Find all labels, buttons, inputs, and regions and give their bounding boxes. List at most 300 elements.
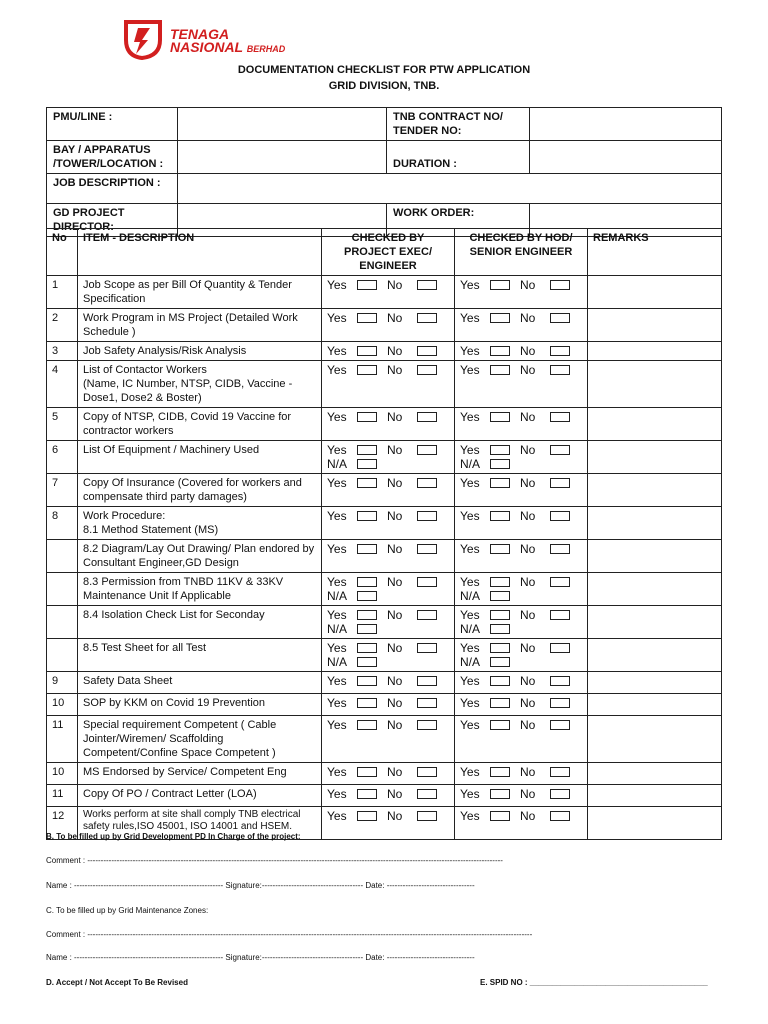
- exec-yes-checkbox[interactable]: [357, 412, 377, 422]
- item-number: 11: [47, 785, 78, 807]
- exec-no-checkbox[interactable]: [417, 643, 437, 653]
- exec-na-label: N/A: [327, 589, 348, 603]
- exec-yes-checkbox[interactable]: [357, 676, 377, 686]
- exec-no-checkbox[interactable]: [417, 698, 437, 708]
- exec-no-label: No: [387, 674, 403, 688]
- exec-no-checkbox[interactable]: [417, 478, 437, 488]
- hod-no-label: No: [520, 344, 536, 358]
- exec-no-checkbox[interactable]: [417, 676, 437, 686]
- exec-yes-label: Yes: [327, 476, 347, 490]
- remarks-field[interactable]: [588, 408, 722, 441]
- logo-line1: TENAGA: [170, 26, 230, 42]
- hod-no-checkbox[interactable]: [550, 720, 570, 730]
- exec-yes-label: Yes: [327, 410, 347, 424]
- table-row: [47, 474, 722, 507]
- logo-line2: NASIONAL: [170, 39, 243, 55]
- table-row: [47, 672, 722, 694]
- hod-yes-checkbox[interactable]: [490, 412, 510, 422]
- hod-cell: [455, 716, 588, 763]
- exec-no-label: No: [387, 311, 403, 325]
- item-number: [47, 639, 78, 672]
- table-row: [47, 408, 722, 441]
- item-description: Copy of NTSP, CIDB, Covid 19 Vaccine for contractor workers: [78, 408, 322, 441]
- checklist-body: [47, 276, 722, 840]
- remarks-field[interactable]: [588, 606, 722, 639]
- hod-no-checkbox[interactable]: [550, 610, 570, 620]
- exec-no-checkbox[interactable]: [417, 445, 437, 455]
- item-number: 7: [47, 474, 78, 507]
- exec-yes-checkbox[interactable]: [357, 767, 377, 777]
- item-description: Work Procedure: 8.1 Method Statement (MS): [78, 507, 322, 540]
- hod-no-checkbox[interactable]: [550, 412, 570, 422]
- remarks-field[interactable]: [588, 507, 722, 540]
- exec-cell: [322, 807, 455, 840]
- hod-yes-label: Yes: [460, 542, 480, 556]
- hod-na-label: N/A: [460, 457, 481, 471]
- hod-yes-checkbox[interactable]: [490, 767, 510, 777]
- exec-no-checkbox[interactable]: [417, 346, 437, 356]
- table-row: [47, 716, 722, 763]
- remarks-field[interactable]: [588, 342, 722, 361]
- exec-yes-label: Yes: [327, 443, 347, 457]
- hod-na-label: N/A: [460, 589, 481, 603]
- col-no: No: [47, 229, 78, 276]
- hod-cell: [455, 573, 588, 606]
- col-checked-hod: CHECKED BY HOD/ SENIOR ENGINEER: [455, 229, 588, 276]
- col-remarks: REMARKS: [588, 229, 722, 276]
- remarks-field[interactable]: [588, 540, 722, 573]
- exec-yes-checkbox[interactable]: [357, 698, 377, 708]
- item-number: 4: [47, 361, 78, 408]
- exec-yes-label: Yes: [327, 608, 347, 622]
- hod-yes-label: Yes: [460, 641, 480, 655]
- remarks-field[interactable]: [588, 573, 722, 606]
- remarks-field[interactable]: [588, 441, 722, 474]
- hod-cell: [455, 507, 588, 540]
- remarks-field[interactable]: [588, 639, 722, 672]
- exec-no-label: No: [387, 344, 403, 358]
- hod-yes-label: Yes: [460, 363, 480, 377]
- hod-na-checkbox[interactable]: [490, 657, 510, 667]
- table-row: [47, 361, 722, 408]
- exec-no-label: No: [387, 410, 403, 424]
- item-number: 8: [47, 507, 78, 540]
- hod-yes-label: Yes: [460, 509, 480, 523]
- item-description: 8.4 Isolation Check List for Seconday: [78, 606, 322, 639]
- hod-na-label: N/A: [460, 655, 481, 669]
- remarks-field[interactable]: [588, 361, 722, 408]
- hod-yes-label: Yes: [460, 718, 480, 732]
- exec-yes-checkbox[interactable]: [357, 720, 377, 730]
- hod-no-checkbox[interactable]: [550, 676, 570, 686]
- hod-yes-label: Yes: [460, 476, 480, 490]
- item-description: Job Safety Analysis/Risk Analysis: [78, 342, 322, 361]
- exec-yes-label: Yes: [327, 344, 347, 358]
- item-number: 10: [47, 694, 78, 716]
- exec-no-label: No: [387, 476, 403, 490]
- job-description-field[interactable]: [178, 174, 722, 204]
- document-title: DOCUMENTATION CHECKLIST FOR PTW APPLICATION: [237, 64, 531, 76]
- remarks-field[interactable]: [588, 672, 722, 694]
- exec-yes-checkbox[interactable]: [357, 811, 377, 821]
- exec-no-label: No: [387, 765, 403, 779]
- table-row: [47, 694, 722, 716]
- spid-no-line[interactable]: E. SPID NO : ________________________________________: [480, 978, 708, 987]
- name-b-line[interactable]: Name : -------------------------------------------------------- Signature:-------------------------------------- Date: ---------------------------------: [46, 881, 475, 890]
- exec-na-label: N/A: [327, 622, 348, 636]
- hod-yes-label: Yes: [460, 608, 480, 622]
- duration-field[interactable]: [530, 141, 722, 174]
- item-number: [47, 573, 78, 606]
- hod-na-checkbox[interactable]: [490, 591, 510, 601]
- item-number: 12: [47, 807, 78, 840]
- item-description: Job Scope as per Bill Of Quantity & Tender Specification: [78, 276, 322, 309]
- exec-yes-label: Yes: [327, 718, 347, 732]
- exec-no-checkbox[interactable]: [417, 544, 437, 554]
- table-row: [47, 573, 722, 606]
- exec-yes-label: Yes: [327, 575, 347, 589]
- job-description-label: JOB DESCRIPTION :: [47, 174, 178, 204]
- hod-no-label: No: [520, 509, 536, 523]
- item-number: 1: [47, 276, 78, 309]
- header-table: [46, 107, 722, 237]
- exec-no-checkbox[interactable]: [417, 365, 437, 375]
- hod-yes-label: Yes: [460, 765, 480, 779]
- item-number: [47, 540, 78, 573]
- table-row: [47, 441, 722, 474]
- hod-yes-label: Yes: [460, 674, 480, 688]
- exec-yes-checkbox[interactable]: [357, 610, 377, 620]
- hod-yes-checkbox[interactable]: [490, 365, 510, 375]
- exec-yes-checkbox[interactable]: [357, 511, 377, 521]
- item-description: List Of Equipment / Machinery Used: [78, 441, 322, 474]
- table-row: [47, 507, 722, 540]
- item-description: 8.5 Test Sheet for all Test: [78, 639, 322, 672]
- exec-no-checkbox[interactable]: [417, 811, 437, 821]
- item-description: MS Endorsed by Service/ Competent Eng: [78, 763, 322, 785]
- hod-no-checkbox[interactable]: [550, 346, 570, 356]
- exec-no-checkbox[interactable]: [417, 280, 437, 290]
- item-number: 11: [47, 716, 78, 763]
- exec-na-checkbox[interactable]: [357, 657, 377, 667]
- hod-no-label: No: [520, 443, 536, 457]
- exec-yes-label: Yes: [327, 674, 347, 688]
- exec-no-checkbox[interactable]: [417, 577, 437, 587]
- hod-no-label: No: [520, 809, 536, 823]
- comment-c-line[interactable]: Comment : -----------------------------------------------------------------------------------------------------------------------------------------------------------------------: [46, 930, 533, 939]
- hod-no-label: No: [520, 410, 536, 424]
- hod-yes-checkbox[interactable]: [490, 610, 510, 620]
- exec-na-label: N/A: [327, 655, 348, 669]
- hod-yes-checkbox[interactable]: [490, 313, 510, 323]
- exec-cell: [322, 785, 455, 807]
- remarks-field[interactable]: [588, 763, 722, 785]
- hod-cell: [455, 474, 588, 507]
- table-row: [47, 276, 722, 309]
- hod-yes-label: Yes: [460, 696, 480, 710]
- exec-yes-label: Yes: [327, 363, 347, 377]
- hod-yes-checkbox[interactable]: [490, 577, 510, 587]
- exec-yes-checkbox[interactable]: [357, 577, 377, 587]
- exec-no-checkbox[interactable]: [417, 789, 437, 799]
- table-row: [47, 309, 722, 342]
- hod-no-label: No: [520, 718, 536, 732]
- exec-cell: [322, 716, 455, 763]
- hod-cell: [455, 441, 588, 474]
- table-row: [47, 342, 722, 361]
- hod-yes-checkbox[interactable]: [490, 445, 510, 455]
- bay-label: BAY / APPARATUS /TOWER/LOCATION :: [47, 141, 178, 174]
- item-number: [47, 606, 78, 639]
- exec-cell: [322, 763, 455, 785]
- hod-no-checkbox[interactable]: [550, 789, 570, 799]
- hod-no-checkbox[interactable]: [550, 577, 570, 587]
- exec-yes-checkbox[interactable]: [357, 365, 377, 375]
- hod-no-checkbox[interactable]: [550, 365, 570, 375]
- remarks-field[interactable]: [588, 309, 722, 342]
- exec-yes-label: Yes: [327, 809, 347, 823]
- exec-no-checkbox[interactable]: [417, 511, 437, 521]
- exec-no-label: No: [387, 809, 403, 823]
- item-description: Copy Of Insurance (Covered for workers and compensate third party damages): [78, 474, 322, 507]
- exec-no-label: No: [387, 443, 403, 457]
- exec-no-checkbox[interactable]: [417, 412, 437, 422]
- exec-no-label: No: [387, 509, 403, 523]
- hod-yes-label: Yes: [460, 311, 480, 325]
- remarks-field[interactable]: [588, 474, 722, 507]
- exec-no-label: No: [387, 787, 403, 801]
- hod-yes-label: Yes: [460, 787, 480, 801]
- hod-yes-checkbox[interactable]: [490, 789, 510, 799]
- item-description: Work Program in MS Project (Detailed Work Schedule ): [78, 309, 322, 342]
- exec-no-checkbox[interactable]: [417, 767, 437, 777]
- hod-no-label: No: [520, 575, 536, 589]
- hod-yes-checkbox[interactable]: [490, 698, 510, 708]
- exec-yes-label: Yes: [327, 787, 347, 801]
- tnb-contract-field[interactable]: [530, 108, 722, 141]
- hod-no-label: No: [520, 311, 536, 325]
- exec-no-label: No: [387, 363, 403, 377]
- exec-yes-checkbox[interactable]: [357, 478, 377, 488]
- hod-yes-label: Yes: [460, 443, 480, 457]
- exec-yes-label: Yes: [327, 311, 347, 325]
- hod-yes-label: Yes: [460, 344, 480, 358]
- exec-cell: [322, 276, 455, 309]
- hod-yes-label: Yes: [460, 575, 480, 589]
- hod-cell: [455, 763, 588, 785]
- item-description: SOP by KKM on Covid 19 Prevention: [78, 694, 322, 716]
- name-c-line[interactable]: Name : -------------------------------------------------------- Signature:-------------------------------------- Date: ---------------------------------: [46, 953, 475, 962]
- table-row: [47, 785, 722, 807]
- section-b-text: B. To be filled up by Grid Development PD In Charge of the project:: [46, 832, 301, 841]
- pmu-line-field[interactable]: [178, 108, 387, 141]
- col-item: ITEM - DESCRIPTION: [78, 229, 322, 276]
- hod-no-checkbox[interactable]: [550, 313, 570, 323]
- bay-field[interactable]: [178, 141, 387, 174]
- hod-yes-checkbox[interactable]: [490, 676, 510, 686]
- section-d-label: D. Accept / Not Accept To Be Revised: [46, 978, 188, 987]
- exec-na-checkbox[interactable]: [357, 624, 377, 634]
- hod-no-label: No: [520, 476, 536, 490]
- exec-cell: [322, 639, 455, 672]
- exec-cell: [322, 408, 455, 441]
- item-description: Works perform at site shall comply TNB electrical safety rules,ISO 45001, ISO 14001 and HSEM.: [78, 807, 322, 840]
- exec-na-checkbox[interactable]: [357, 459, 377, 469]
- hod-no-checkbox[interactable]: [550, 811, 570, 821]
- exec-yes-checkbox[interactable]: [357, 280, 377, 290]
- col-checked-exec: CHECKED BY PROJECT EXEC/ ENGINEER: [322, 229, 455, 276]
- exec-cell: [322, 672, 455, 694]
- hod-cell: [455, 276, 588, 309]
- hod-cell: [455, 672, 588, 694]
- exec-no-checkbox[interactable]: [417, 720, 437, 730]
- comment-b-line[interactable]: Comment : ------------------------------------------------------------------------------------------------------------------------------------------------------------: [46, 856, 503, 865]
- hod-cell: [455, 309, 588, 342]
- exec-yes-label: Yes: [327, 765, 347, 779]
- hod-no-label: No: [520, 641, 536, 655]
- exec-no-label: No: [387, 278, 403, 292]
- exec-yes-label: Yes: [327, 641, 347, 655]
- exec-na-checkbox[interactable]: [357, 591, 377, 601]
- checklist-table: [46, 228, 722, 840]
- hod-yes-checkbox[interactable]: [490, 811, 510, 821]
- exec-cell: [322, 309, 455, 342]
- hod-yes-checkbox[interactable]: [490, 720, 510, 730]
- hod-no-label: No: [520, 278, 536, 292]
- item-number: 9: [47, 672, 78, 694]
- table-row: [47, 763, 722, 785]
- section-c-label: C. To be filled up by Grid Maintenance Zones:: [46, 906, 209, 915]
- exec-yes-checkbox[interactable]: [357, 313, 377, 323]
- hod-yes-checkbox[interactable]: [490, 346, 510, 356]
- hod-yes-label: Yes: [460, 809, 480, 823]
- exec-cell: [322, 474, 455, 507]
- exec-cell: [322, 342, 455, 361]
- exec-cell: [322, 606, 455, 639]
- hod-no-label: No: [520, 787, 536, 801]
- hod-yes-checkbox[interactable]: [490, 511, 510, 521]
- item-number: 3: [47, 342, 78, 361]
- table-row: [47, 639, 722, 672]
- duration-label: DURATION :: [387, 141, 530, 174]
- hod-na-label: N/A: [460, 622, 481, 636]
- exec-yes-checkbox[interactable]: [357, 445, 377, 455]
- exec-no-label: No: [387, 718, 403, 732]
- hod-no-checkbox[interactable]: [550, 511, 570, 521]
- exec-no-label: No: [387, 542, 403, 556]
- hod-cell: [455, 342, 588, 361]
- exec-yes-checkbox[interactable]: [357, 346, 377, 356]
- hod-no-label: No: [520, 363, 536, 377]
- exec-yes-label: Yes: [327, 542, 347, 556]
- remarks-field[interactable]: [588, 276, 722, 309]
- exec-no-checkbox[interactable]: [417, 313, 437, 323]
- hod-yes-checkbox[interactable]: [490, 544, 510, 554]
- hod-cell: [455, 540, 588, 573]
- hod-no-checkbox[interactable]: [550, 280, 570, 290]
- hod-cell: [455, 807, 588, 840]
- exec-yes-label: Yes: [327, 509, 347, 523]
- hod-no-checkbox[interactable]: [550, 478, 570, 488]
- item-description: Safety Data Sheet: [78, 672, 322, 694]
- item-number: 5: [47, 408, 78, 441]
- hod-no-checkbox[interactable]: [550, 643, 570, 653]
- hod-yes-checkbox[interactable]: [490, 280, 510, 290]
- gd-project-director-label: GD PROJECT DIRECTOR:: [47, 204, 178, 237]
- hod-yes-label: Yes: [460, 278, 480, 292]
- hod-no-checkbox[interactable]: [550, 698, 570, 708]
- pmu-line-label: PMU/LINE :: [47, 108, 178, 141]
- hod-yes-checkbox[interactable]: [490, 643, 510, 653]
- exec-cell: [322, 441, 455, 474]
- table-row: [47, 606, 722, 639]
- hod-na-checkbox[interactable]: [490, 459, 510, 469]
- section-b-label: [46, 832, 301, 841]
- remarks-field[interactable]: [588, 694, 722, 716]
- exec-cell: [322, 507, 455, 540]
- exec-no-label: No: [387, 608, 403, 622]
- item-description: Special requirement Competent ( Cable Jointer/Wiremen/ Scaffolding Competent/Confine Space Competent ): [78, 716, 322, 763]
- item-number: 10: [47, 763, 78, 785]
- hod-no-checkbox[interactable]: [550, 544, 570, 554]
- hod-cell: [455, 639, 588, 672]
- item-description: List of Contactor Workers (Name, IC Number, NTSP, CIDB, Vaccine - Dose1, Dose2 & Boster): [78, 361, 322, 408]
- exec-cell: [322, 540, 455, 573]
- exec-yes-label: Yes: [327, 278, 347, 292]
- exec-cell: [322, 573, 455, 606]
- item-number: 2: [47, 309, 78, 342]
- hod-cell: [455, 408, 588, 441]
- exec-yes-label: Yes: [327, 696, 347, 710]
- hod-no-checkbox[interactable]: [550, 445, 570, 455]
- exec-no-label: No: [387, 641, 403, 655]
- remarks-field[interactable]: [588, 716, 722, 763]
- item-description: 8.3 Permission from TNBD 11KV & 33KV Maintenance Unit If Applicable: [78, 573, 322, 606]
- hod-no-label: No: [520, 696, 536, 710]
- exec-yes-checkbox[interactable]: [357, 544, 377, 554]
- hod-yes-checkbox[interactable]: [490, 478, 510, 488]
- exec-no-label: No: [387, 575, 403, 589]
- remarks-field[interactable]: [588, 807, 722, 840]
- hod-cell: [455, 785, 588, 807]
- exec-yes-checkbox[interactable]: [357, 643, 377, 653]
- hod-no-label: No: [520, 542, 536, 556]
- item-number: 6: [47, 441, 78, 474]
- tnb-contract-label: TNB CONTRACT NO/ TENDER NO:: [387, 108, 530, 141]
- hod-cell: [455, 694, 588, 716]
- exec-yes-checkbox[interactable]: [357, 789, 377, 799]
- hod-no-checkbox[interactable]: [550, 767, 570, 777]
- hod-no-label: No: [520, 608, 536, 622]
- remarks-field[interactable]: [588, 785, 722, 807]
- hod-no-label: No: [520, 674, 536, 688]
- exec-no-checkbox[interactable]: [417, 610, 437, 620]
- hod-cell: [455, 606, 588, 639]
- exec-na-label: N/A: [327, 457, 348, 471]
- exec-no-label: No: [387, 696, 403, 710]
- table-row: [47, 540, 722, 573]
- work-order-label: WORK ORDER:: [387, 204, 530, 237]
- hod-cell: [455, 361, 588, 408]
- hod-na-checkbox[interactable]: [490, 624, 510, 634]
- logo-berhad: BERHAD: [246, 44, 286, 54]
- exec-cell: [322, 361, 455, 408]
- hod-no-label: No: [520, 765, 536, 779]
- item-description: Copy Of PO / Contract Letter (LOA): [78, 785, 322, 807]
- document-subtitle: GRID DIVISION, TNB.: [328, 80, 440, 92]
- hod-yes-label: Yes: [460, 410, 480, 424]
- logo-text: [170, 28, 285, 56]
